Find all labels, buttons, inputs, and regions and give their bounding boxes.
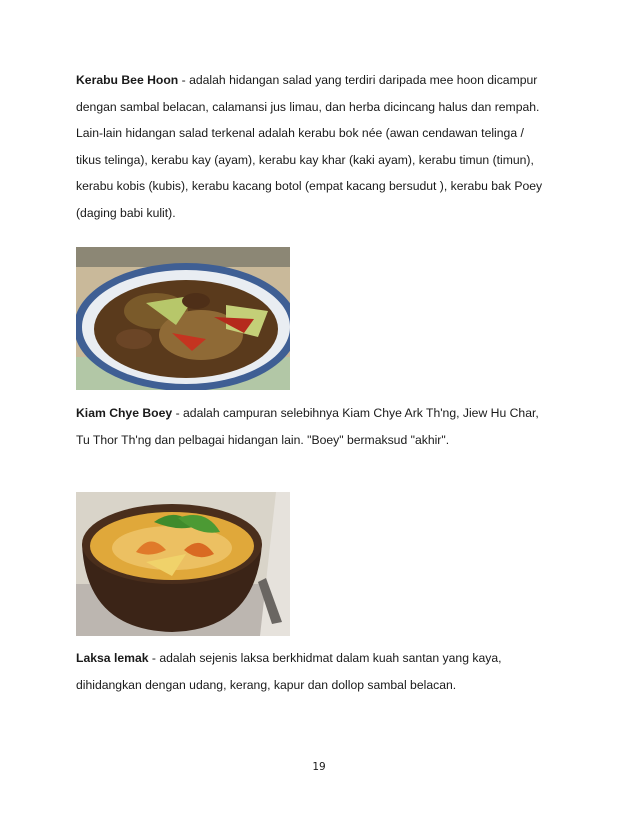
text-line: tikus telinga), kerabu kay (ayam), kerabu kay khar (kaki ayam), kerabu timun (timun), bbox=[76, 152, 534, 167]
text-line bbox=[76, 67, 566, 94]
text-line bbox=[76, 400, 566, 427]
dish-title: Kerabu Bee Hoon bbox=[76, 73, 179, 87]
text-line: Tu Thor Th'ng dan pelbagai hidangan lain. "Boey" bermaksud "akhir". bbox=[76, 432, 450, 447]
text-line: Lain-lain hidangan salad terkenal adalah kerabu bok née (awan cendawan telinga / bbox=[76, 126, 524, 140]
laksa-lemak-photo bbox=[76, 492, 290, 636]
dish-title: Laksa lemak bbox=[76, 651, 149, 665]
dish-description: - adalah sejenis laksa berkhidmat dalam kuah santan yang kaya, bbox=[148, 651, 502, 665]
section-kiam-chye-boey bbox=[76, 400, 566, 453]
section-kerabu-bee-hoon bbox=[76, 67, 566, 226]
section-laksa-lemak bbox=[76, 645, 566, 698]
dish-title: Kiam Chye Boey bbox=[76, 406, 173, 420]
text-line: dihidangkan dengan udang, kerang, kapur dan dollop sambal belacan. bbox=[76, 677, 457, 692]
kiam-chye-boey-photo bbox=[76, 247, 290, 390]
text-line: (daging babi kulit). bbox=[76, 205, 176, 220]
dish-description: - adalah hidangan salad yang terdiri daripada mee hoon dicampur bbox=[178, 73, 538, 87]
text-line bbox=[76, 645, 566, 672]
text-line: dengan sambal belacan, calamansi jus limau, dan herba dicincang halus dan rempah. bbox=[76, 99, 540, 114]
page-number: 19 bbox=[312, 761, 326, 773]
text-line: kerabu kobis (kubis), kerabu kacang botol (empat kacang bersudut ), kerabu bak Poey bbox=[76, 179, 543, 193]
dish-description: - adalah campuran selebihnya Kiam Chye Ark Th'ng, Jiew Hu Char, bbox=[172, 406, 539, 420]
